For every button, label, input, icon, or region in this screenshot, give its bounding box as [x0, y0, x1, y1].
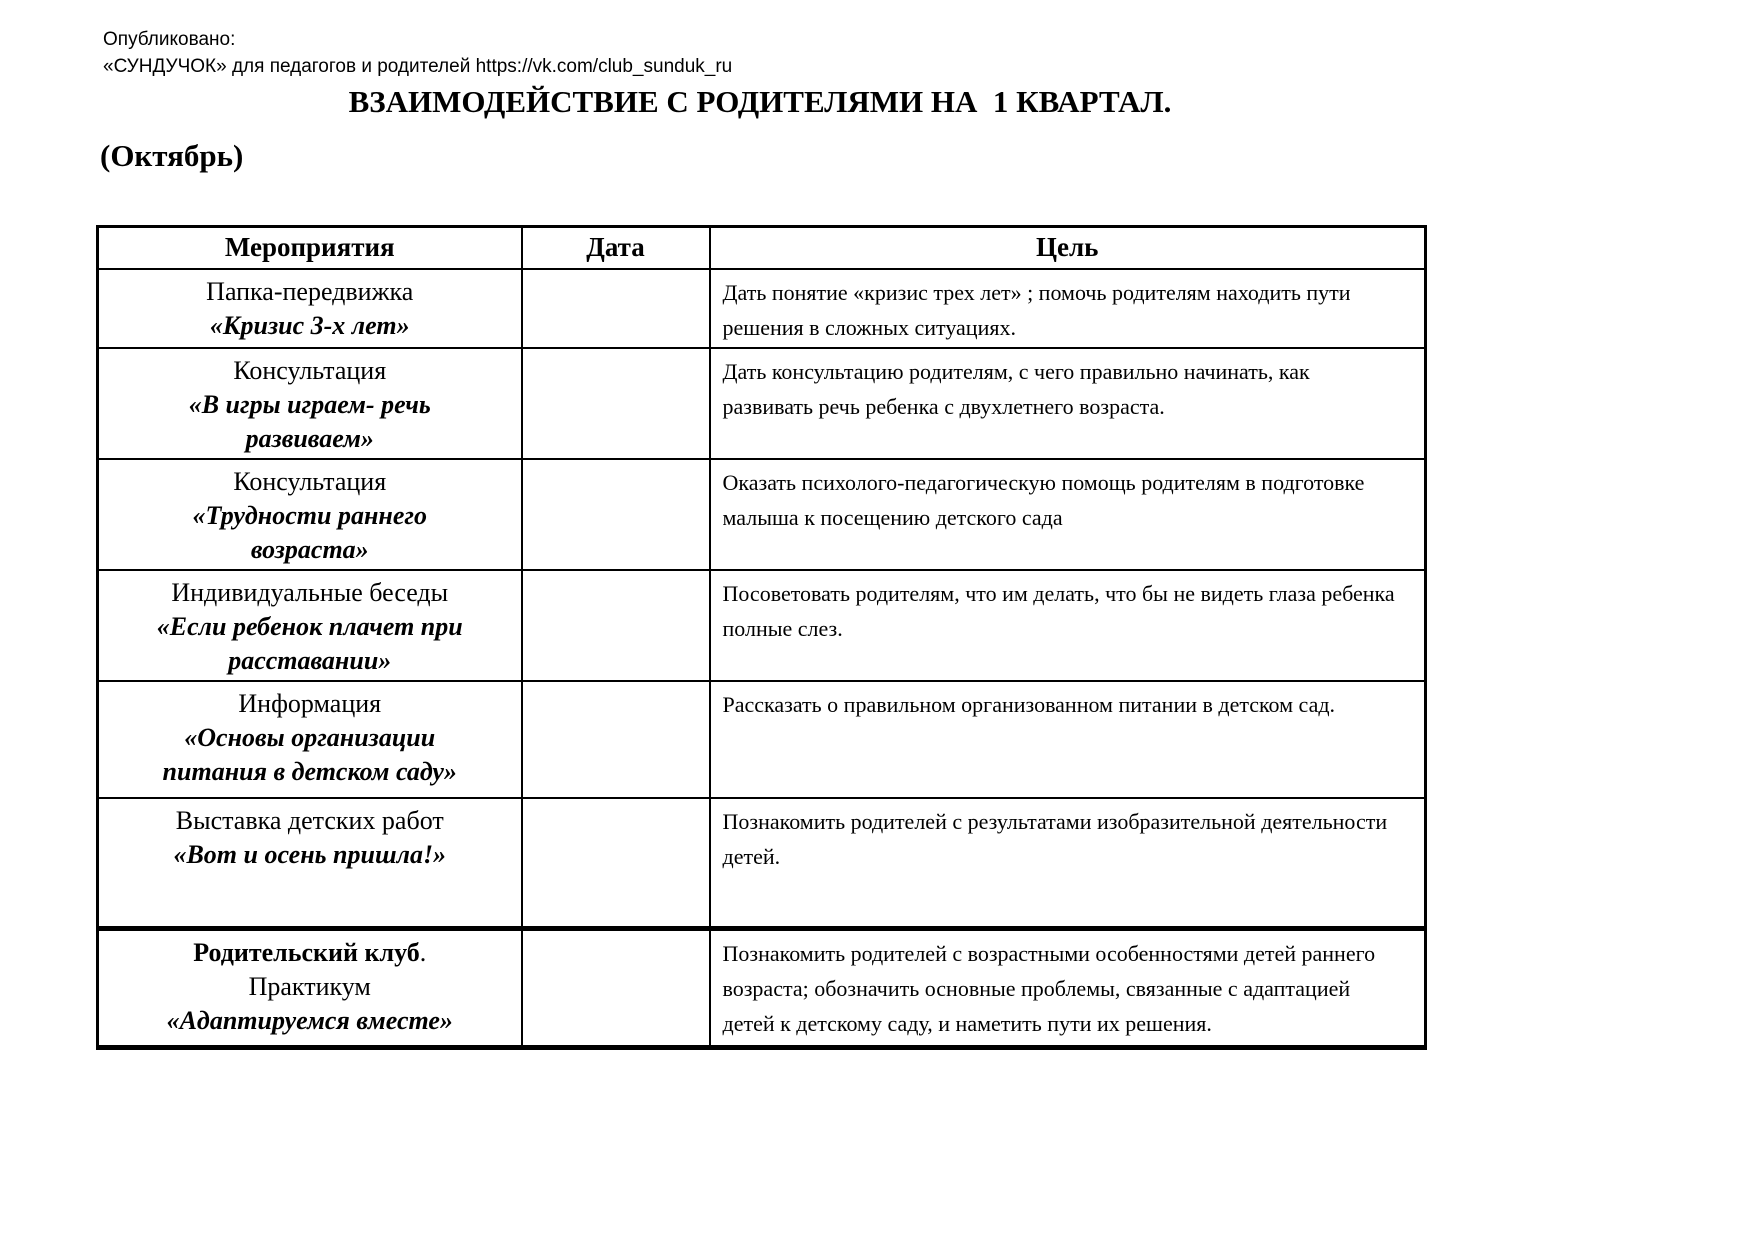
activity-cell	[98, 681, 522, 798]
goal-cell: Познакомить родителей с результатами изобразительной деятельности детей.	[710, 798, 1426, 929]
activity-line	[155, 970, 465, 1038]
table-row	[98, 681, 1426, 798]
table-row	[98, 929, 1426, 1048]
date-cell	[522, 570, 710, 681]
page-title: ВЗАИМОДЕЙСТВИЕ С РОДИТЕЛЯМИ НА 1 КВАРТАЛ.	[348, 84, 1172, 119]
activity-segment: .	[419, 938, 427, 967]
activity-segment: «Адаптируемся вместе»	[166, 1006, 453, 1035]
activity-line	[155, 576, 465, 610]
table-header-row	[98, 227, 1426, 269]
date-cell	[522, 798, 710, 929]
activity-cell	[98, 929, 522, 1048]
activity-line	[155, 687, 465, 721]
activity-cell	[98, 348, 522, 459]
activity-segment: «Если ребенок плачет при расставании»	[156, 611, 463, 675]
activity-cell	[98, 269, 522, 348]
goal-cell: Оказать психолого-педагогическую помощь родителям в подготовке малыша к посещению детского сада	[710, 459, 1426, 570]
activity-segment: Информация	[238, 688, 382, 718]
activity-cell	[98, 459, 522, 570]
publisher-line2: «СУНДУЧОК» для педагогов и родителей https://vk.com/club_sunduk_ru	[103, 56, 733, 77]
date-cell	[522, 929, 710, 1048]
activity-line	[155, 309, 465, 343]
activity-segment: Папка-передвижка	[206, 276, 414, 306]
date-cell	[522, 459, 710, 570]
goal-cell: Посоветовать родителям, что им делать, что бы не видеть глаза ребенка полные слез.	[710, 570, 1426, 681]
publisher-info	[103, 26, 732, 80]
column-header-activities: Мероприятия	[98, 227, 522, 269]
date-cell	[522, 681, 710, 798]
activity-segment: «Вот и осень пришла!»	[173, 839, 447, 869]
date-cell	[522, 269, 710, 348]
activity-segment: Практикум	[248, 972, 371, 1001]
goal-cell: Дать консультацию родителям, с чего правильно начинать, как развивать речь ребенка с двухлетнего возраста.	[710, 348, 1426, 459]
activity-line	[155, 465, 465, 499]
activity-segment: «Кризис 3-х лет»	[209, 310, 410, 340]
table-row	[98, 798, 1426, 929]
activity-line	[155, 936, 465, 970]
activity-line	[155, 275, 465, 309]
activity-segment: «Основы организации питания в детском саду»	[162, 722, 457, 786]
table-row	[98, 348, 1426, 459]
table-row	[98, 459, 1426, 570]
activity-segment: Выставка детских работ	[175, 805, 444, 835]
plan-table-body	[98, 269, 1426, 1048]
activity-segment: Консультация	[233, 355, 387, 385]
table-row	[98, 570, 1426, 681]
goal-cell: Познакомить родителей с возрастными особенностями детей раннего возраста; обозначить основные проблемы, связанные с адаптацией детей к детскому саду, и наметить пути их решения.	[710, 929, 1426, 1048]
goal-cell: Рассказать о правильном организованном питании в детском сад.	[710, 681, 1426, 798]
activity-cell	[98, 570, 522, 681]
activity-line	[155, 388, 465, 456]
activity-cell	[98, 798, 522, 929]
publisher-line1: Опубликовано:	[103, 29, 236, 50]
activity-segment: «В игры играем- речь развиваем»	[188, 389, 431, 453]
column-header-date: Дата	[522, 227, 710, 269]
activity-segment: Индивидуальные беседы	[171, 577, 449, 607]
column-header-goal: Цель	[710, 227, 1426, 269]
goal-cell: Дать понятие «кризис трех лет» ; помочь родителям находить пути решения в сложных ситуациях.	[710, 269, 1426, 348]
activity-segment: «Трудности раннего возраста»	[192, 500, 427, 564]
activity-line	[155, 499, 465, 567]
activity-line	[155, 838, 465, 872]
table-row	[98, 269, 1426, 348]
activity-line	[155, 354, 465, 388]
activity-segment: Родительский клуб	[193, 938, 420, 967]
activity-line	[155, 804, 465, 838]
activity-line	[155, 721, 465, 789]
activity-line	[155, 610, 465, 678]
date-cell	[522, 348, 710, 459]
plan-table	[96, 225, 1427, 1050]
activity-segment: Консультация	[233, 466, 387, 496]
month-subtitle: (Октябрь)	[100, 138, 244, 173]
